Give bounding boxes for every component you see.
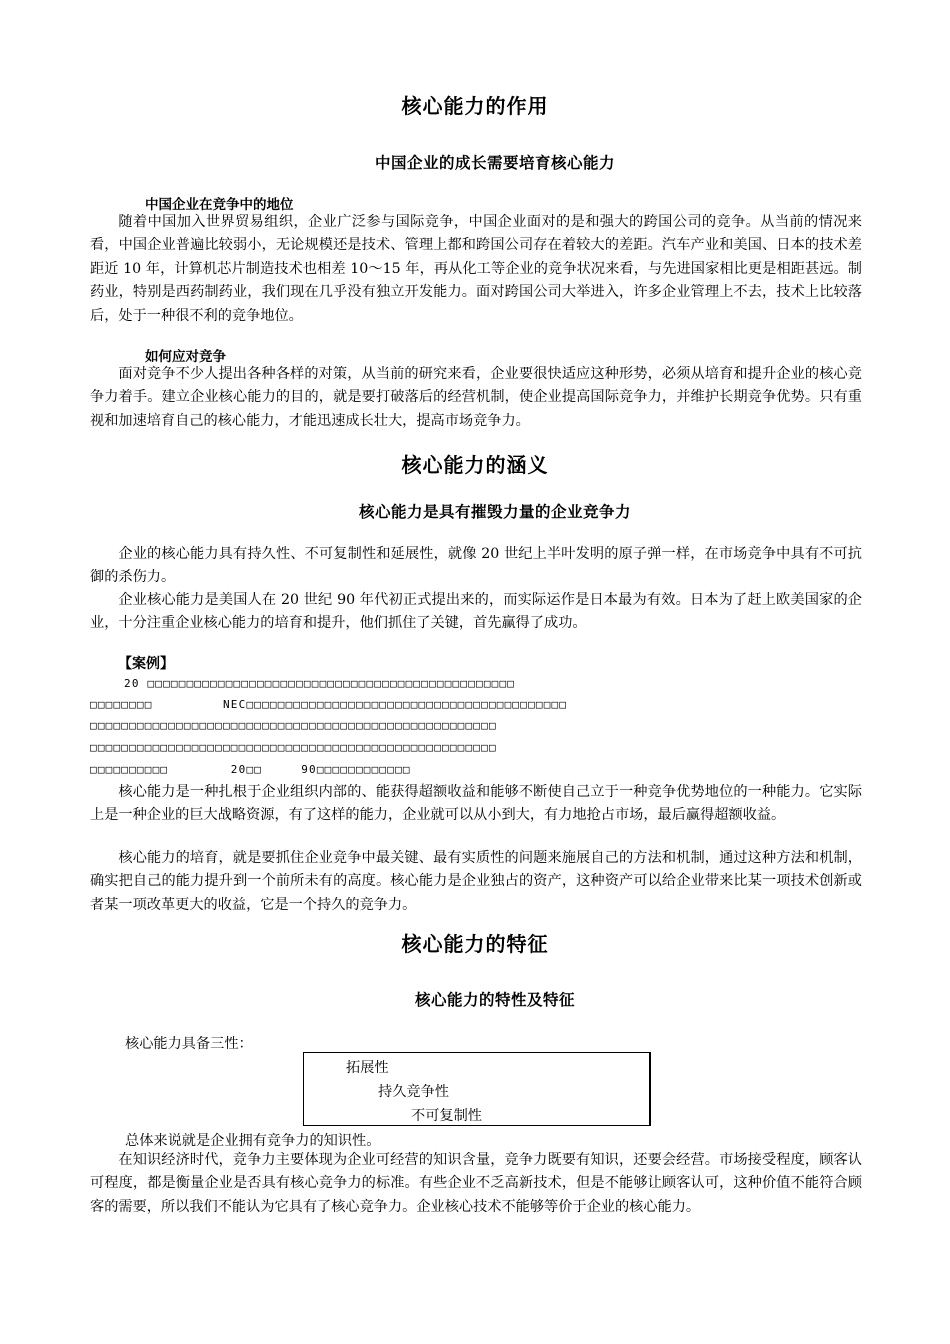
case-label: 【案例】 — [118, 656, 174, 672]
paragraph: 核心能力是一种扎根于企业组织内部的、能获得超额收益和能够不断使自己立于一种竞争优势地位的一种能力。它实际上是一种企业的巨大战略资源，有了这样的能力，企业就可以从小到大，有力地抢占市场，最后赢得超额收益。 — [90, 784, 862, 824]
paragraph: 面对竞争不少人提出各种各样的对策，从当前的研究来看，企业要很快适应这种形势，必须从培育和提升企业的核心竞争力着手。建立企业核心能力的目的，就是要打破落后的经营机制，使企业提高国际竞争力，并维护长期竞争优势。只有重视和加速培育自己的核心能力，才能迅速成长壮大，提高市场竞争力。 — [90, 366, 862, 429]
case-text-line: □□□□□□□□□□□□□□□□□□□□□□□□□□□□□□□□□□□□□□□□□□□□□□□□□□□□ — [90, 741, 497, 754]
case-text-line: □□□□□□□□□□□□□□□□□□□□□□□□□□□□□□□□□□□□□□□□□□□□□□□□□□□□ — [90, 719, 497, 732]
case-text-line: 20 □□□□□□□□□□□□□□□□□□□□□□□□□□□□□□□□□□□□□□□□□□□□□□□ — [124, 677, 516, 690]
section-title: 核心能力的涵义 — [401, 453, 549, 477]
paragraph: 核心能力的培育，就是要抓住企业竞争中最关键、最有实质性的问题来施展自己的方法和机制，通过这种方法和机制，确实把自己的能力提升到一个前所未有的高度。核心能力是企业独占的资产，这种资产可以给企业带来比某一项技术创新或者某一项改革更大的收益，它是一个持久的竞争力。 — [90, 850, 862, 913]
section-title: 核心能力的作用 — [401, 94, 549, 118]
case-text-line: □□□□□□□□ NEC□□□□□□□□□□□□□□□□□□□□□□□□□□□□□□□□□□□□□□□□□ — [90, 698, 568, 711]
trait-item: 持久竞争性 — [378, 1084, 449, 1100]
paragraph: 企业核心能力是美国人在 20 世纪 90 年代初正式提出来的，而实际运作是日本最为有效。日本为了赶上欧美国家的企业，十分注重企业核心能力的培育和提升，他们抓住了关键，首先赢得了成功。 — [90, 592, 862, 632]
section-subtitle: 核心能力是具有摧毁力量的企业竞争力 — [358, 503, 631, 521]
paragraph: 在知识经济时代，竞争力主要体现为企业可经营的知识含量，竞争力既要有知识，还要会经营。市场接受程度，顾客认可程度，都是衡量企业是否具有核心竞争力的标准。有些企业不乏高新技术，但是不能够让顾客认可，这种价值不能符合顾客的需要，所以我们不能认为它具有了核心竞争力。企业核心技术不能够等价于企业的核心能力。 — [90, 1152, 862, 1215]
section-title: 核心能力的特征 — [401, 932, 549, 956]
summary-line: 总体来说就是企业拥有竞争力的知识性。 — [125, 1133, 381, 1149]
section-subtitle: 中国企业的成长需要培育核心能力 — [374, 154, 615, 172]
traits-intro: 核心能力具备三性： — [125, 1036, 253, 1052]
trait-item: 不可复制性 — [411, 1108, 482, 1124]
paragraph: 随着中国加入世界贸易组织，企业广泛参与国际竞争，中国企业面对的是和强大的跨国公司的竞争。从当前的情况来看，中国企业普遍比较弱小，无论规模还是技术、管理上都和跨国公司存在着较大的差距。汽车产业和美国、日本的技术差距近 10 年，计算机芯片制造技术也相差 10～15 年，再从化工等企业的竞争状况来看，与先进国家相比更是相距甚远。制药业，特别是西药制药业，我们现在几乎没有独立开发能力。面对跨国公司大举进入，许多企业管理上不去，技术上比较落后，处于一种很不利的竞争地位。 — [90, 214, 862, 324]
subheading: 中国企业在竞争中的地位 — [145, 197, 294, 213]
traits-box — [303, 1052, 651, 1126]
paragraph: 企业的核心能力具有持久性、不可复制性和延展性，就像 20 世纪上半叶发明的原子弹一样，在市场竞争中具有不可抗御的杀伤力。 — [90, 546, 862, 586]
case-text-line: □□□□□□□□□□ 20□□ 90□□□□□□□□□□□□ — [90, 763, 411, 776]
subheading: 如何应对竞争 — [145, 349, 226, 365]
trait-item: 拓展性 — [346, 1060, 389, 1076]
section-subtitle: 核心能力的特性及特征 — [414, 991, 575, 1009]
